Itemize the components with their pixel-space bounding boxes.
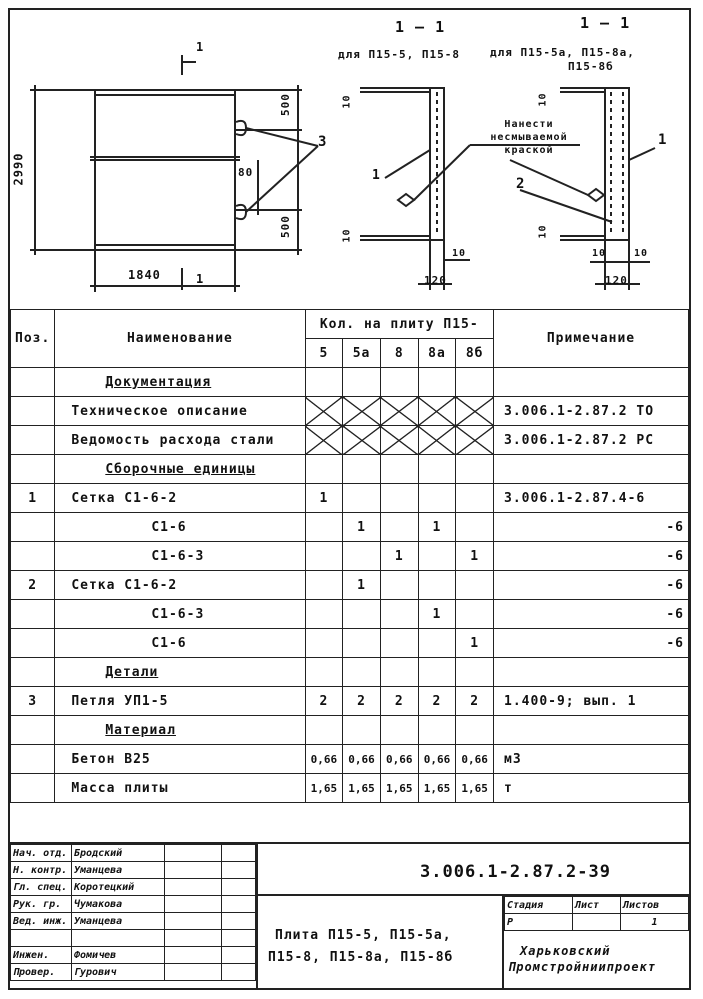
section-b-subtitle-2: П15-8б	[568, 60, 614, 73]
table-row	[11, 513, 689, 542]
row-note: -6	[494, 542, 689, 571]
row-pos: 1	[11, 484, 55, 513]
row-qty	[456, 455, 494, 484]
row-qty	[343, 426, 381, 455]
row-qty: 1	[456, 629, 494, 658]
section-heading: Детали	[55, 658, 305, 687]
row-qty: 1,65	[343, 774, 381, 803]
row-qty	[380, 600, 418, 629]
section-a-title: 1 — 1	[395, 18, 446, 36]
organization-line-2: Промстройниипроект	[508, 960, 657, 974]
row-pos	[11, 397, 55, 426]
table-row	[11, 716, 689, 745]
signature-row	[11, 930, 256, 947]
row-pos	[11, 745, 55, 774]
row-pos	[11, 426, 55, 455]
row-qty: 2	[380, 687, 418, 716]
signature-name: Чумакова	[72, 896, 165, 913]
section-heading: Документация	[55, 368, 305, 397]
row-qty	[418, 455, 456, 484]
signature-date	[222, 947, 256, 964]
row-qty	[380, 629, 418, 658]
row-note	[494, 658, 689, 687]
dim-80: 80	[238, 166, 254, 179]
signature-name: Бродский	[72, 845, 165, 862]
section-mark-bottom: 1	[196, 272, 205, 286]
table-row	[11, 368, 689, 397]
section-a-subtitle: для П15-5, П15-8	[338, 48, 460, 61]
row-qty: 1	[418, 513, 456, 542]
row-qty: 1,65	[380, 774, 418, 803]
row-qty	[380, 513, 418, 542]
row-note	[494, 455, 689, 484]
row-qty	[343, 542, 381, 571]
section-heading: Сборочные единицы	[55, 455, 305, 484]
signature-date	[222, 913, 256, 930]
callout-3: 3	[318, 134, 328, 150]
section-heading: Материал	[55, 716, 305, 745]
row-qty	[456, 571, 494, 600]
row-qty: 1	[418, 600, 456, 629]
row-qty	[456, 716, 494, 745]
row-qty	[380, 658, 418, 687]
row-qty	[380, 426, 418, 455]
signature-role: Провер.	[11, 964, 72, 981]
header-col-5: 5	[305, 339, 343, 368]
row-qty	[456, 368, 494, 397]
signature-row	[11, 964, 256, 981]
document-code: 3.006.1-2.87.2-39	[420, 862, 611, 882]
stamp-divider	[256, 844, 258, 990]
row-qty	[343, 455, 381, 484]
signature-role: Гл. спец.	[11, 879, 72, 896]
row-note: т	[494, 774, 689, 803]
stage-value: Р	[505, 914, 573, 931]
signature-date	[222, 896, 256, 913]
row-qty	[305, 542, 343, 571]
row-qty: 0,66	[380, 745, 418, 774]
table-row	[11, 397, 689, 426]
row-name: Техническое описание	[55, 397, 305, 426]
row-qty	[343, 397, 381, 426]
row-note: 3.006.1-2.87.2 РС	[494, 426, 689, 455]
table-row	[11, 774, 689, 803]
sheets-label: Листов	[621, 897, 689, 914]
row-name: Ведомость расхода стали	[55, 426, 305, 455]
row-qty	[343, 629, 381, 658]
row-qty	[343, 600, 381, 629]
dim-10-b-right: 10	[634, 248, 649, 259]
table-row	[11, 455, 689, 484]
row-qty	[343, 658, 381, 687]
signature-name: Уманцева	[72, 862, 165, 879]
row-qty	[380, 484, 418, 513]
signature-name: Фомичев	[72, 947, 165, 964]
row-qty	[343, 484, 381, 513]
row-qty	[380, 571, 418, 600]
table-row	[11, 687, 689, 716]
row-name: Сетка С1-6-2	[55, 484, 305, 513]
signature-row	[11, 879, 256, 896]
header-name: Наименование	[55, 310, 305, 368]
row-qty	[305, 368, 343, 397]
row-qty	[418, 368, 456, 397]
row-pos	[11, 629, 55, 658]
row-qty	[305, 658, 343, 687]
dim-120-b: 120	[605, 274, 628, 287]
header-note: Примечание	[494, 310, 689, 368]
row-qty	[305, 716, 343, 745]
row-name: С1-6	[55, 513, 305, 542]
sheet-label: Лист	[572, 897, 620, 914]
signature-role: Инжен.	[11, 947, 72, 964]
stage-table	[504, 896, 689, 931]
signature-name	[72, 930, 165, 947]
header-pos: Поз.	[11, 310, 55, 368]
row-note: 3.006.1-2.87.4-6	[494, 484, 689, 513]
signature-row	[11, 896, 256, 913]
signature-date	[222, 930, 256, 947]
row-qty	[305, 571, 343, 600]
row-name: Сетка С1-6-2	[55, 571, 305, 600]
row-qty	[380, 716, 418, 745]
signature-role: Н. контр.	[11, 862, 72, 879]
table-row	[11, 571, 689, 600]
table-row	[11, 658, 689, 687]
row-qty	[418, 629, 456, 658]
row-qty: 1	[380, 542, 418, 571]
row-qty	[380, 368, 418, 397]
dim-10-a-top: 10	[341, 94, 353, 109]
section-b-title: 1 — 1	[580, 14, 631, 32]
sheet-value	[572, 914, 620, 931]
stage-label: Стадия	[505, 897, 573, 914]
signature-mark	[165, 930, 222, 947]
dim-10-a-right: 10	[452, 248, 467, 259]
row-note	[494, 716, 689, 745]
row-qty: 0,66	[418, 745, 456, 774]
header-qty: Кол. на плиту П15-	[305, 310, 494, 339]
row-qty: 1	[456, 542, 494, 571]
row-qty	[456, 397, 494, 426]
signature-role: Рук. гр.	[11, 896, 72, 913]
row-note: -6	[494, 600, 689, 629]
signature-row	[11, 845, 256, 862]
signature-mark	[165, 947, 222, 964]
signature-role	[11, 930, 72, 947]
specification-table	[10, 309, 689, 803]
row-qty: 1	[343, 571, 381, 600]
title-line-2: П15-8, П15-8а, П15-8б	[268, 950, 454, 965]
row-pos	[11, 542, 55, 571]
section-mark-top: 1	[196, 40, 205, 54]
signature-mark	[165, 896, 222, 913]
callout-1-a: 1	[372, 168, 381, 183]
header-col-8b: 8б	[456, 339, 494, 368]
row-qty: 1	[343, 513, 381, 542]
row-note: -6	[494, 629, 689, 658]
row-qty: 1,65	[305, 774, 343, 803]
row-qty	[418, 542, 456, 571]
signature-role: Нач. отд.	[11, 845, 72, 862]
row-qty	[305, 513, 343, 542]
row-qty: 1,65	[456, 774, 494, 803]
table-row	[11, 745, 689, 774]
plate-outline	[95, 90, 235, 250]
row-note: м3	[494, 745, 689, 774]
callout-2: 2	[516, 176, 526, 192]
header-col-8a: 8а	[418, 339, 456, 368]
row-pos	[11, 716, 55, 745]
row-qty	[418, 426, 456, 455]
signature-row	[11, 862, 256, 879]
signature-date	[222, 964, 256, 981]
dim-10-a-bottom: 10	[341, 228, 353, 243]
signature-row	[11, 947, 256, 964]
dim-500-bottom: 500	[278, 215, 292, 238]
row-qty: 1	[305, 484, 343, 513]
row-qty: 1,65	[418, 774, 456, 803]
row-qty: 0,66	[456, 745, 494, 774]
dim-10-b-top: 10	[537, 92, 549, 107]
row-qty	[456, 600, 494, 629]
row-pos: 3	[11, 687, 55, 716]
row-qty	[305, 397, 343, 426]
row-qty: 2	[343, 687, 381, 716]
row-qty	[305, 455, 343, 484]
title-line-1: Плита П15-5, П15-5а,	[275, 928, 452, 943]
section-b-subtitle: для П15-5а, П15-8а,	[490, 46, 635, 59]
row-note: -6	[494, 571, 689, 600]
width-dimension: 1840	[128, 268, 161, 282]
signature-mark	[165, 964, 222, 981]
signature-mark	[165, 913, 222, 930]
row-qty	[343, 716, 381, 745]
table-row	[11, 600, 689, 629]
row-pos	[11, 658, 55, 687]
dim-500-top: 500	[278, 93, 292, 116]
row-qty: 2	[305, 687, 343, 716]
signature-mark	[165, 879, 222, 896]
row-qty	[418, 571, 456, 600]
signature-row	[11, 913, 256, 930]
table-row	[11, 484, 689, 513]
dim-120-a: 120	[424, 274, 447, 287]
signature-role: Вед. инж.	[11, 913, 72, 930]
header-col-5a: 5а	[343, 339, 381, 368]
row-qty	[418, 658, 456, 687]
row-qty	[456, 484, 494, 513]
row-qty	[305, 600, 343, 629]
row-qty: 2	[418, 687, 456, 716]
row-pos	[11, 455, 55, 484]
signature-name: Коротецкий	[72, 879, 165, 896]
table-row	[11, 629, 689, 658]
row-note: 3.006.1-2.87.2 ТО	[494, 397, 689, 426]
dim-10-b-left: 10	[592, 248, 607, 259]
signature-name: Уманцева	[72, 913, 165, 930]
row-qty	[343, 368, 381, 397]
row-qty	[456, 658, 494, 687]
row-pos: 2	[11, 571, 55, 600]
paint-note: Нанести несмываемой краской	[490, 119, 568, 156]
row-qty	[456, 513, 494, 542]
row-note: -6	[494, 513, 689, 542]
row-qty	[418, 716, 456, 745]
row-name: Петля УП1-5	[55, 687, 305, 716]
row-qty	[305, 426, 343, 455]
organization-line-1: Харьковский	[520, 944, 611, 958]
height-dimension: 2990	[11, 152, 26, 186]
row-note	[494, 368, 689, 397]
table-row	[11, 426, 689, 455]
row-qty	[380, 455, 418, 484]
row-qty	[305, 629, 343, 658]
row-name: С1-6-3	[55, 600, 305, 629]
row-name: Бетон В25	[55, 745, 305, 774]
row-pos	[11, 600, 55, 629]
signature-mark	[165, 845, 222, 862]
row-qty: 0,66	[343, 745, 381, 774]
row-qty	[418, 484, 456, 513]
header-col-8: 8	[380, 339, 418, 368]
row-name: Масса плиты	[55, 774, 305, 803]
signature-mark	[165, 862, 222, 879]
row-qty: 2	[456, 687, 494, 716]
sheets-value: 1	[621, 914, 689, 931]
row-qty	[418, 397, 456, 426]
signature-date	[222, 879, 256, 896]
signature-date	[222, 862, 256, 879]
dim-10-b-bottom: 10	[537, 224, 549, 239]
signature-block	[10, 844, 256, 981]
row-qty	[380, 397, 418, 426]
row-pos	[11, 368, 55, 397]
row-pos	[11, 513, 55, 542]
row-qty: 0,66	[305, 745, 343, 774]
row-qty	[456, 426, 494, 455]
table-row	[11, 542, 689, 571]
signature-date	[222, 845, 256, 862]
row-note: 1.400-9; вып. 1	[494, 687, 689, 716]
callout-1-b: 1	[658, 132, 668, 148]
signature-name: Гурович	[72, 964, 165, 981]
row-name: С1-6-3	[55, 542, 305, 571]
row-name: С1-6	[55, 629, 305, 658]
row-pos	[11, 774, 55, 803]
